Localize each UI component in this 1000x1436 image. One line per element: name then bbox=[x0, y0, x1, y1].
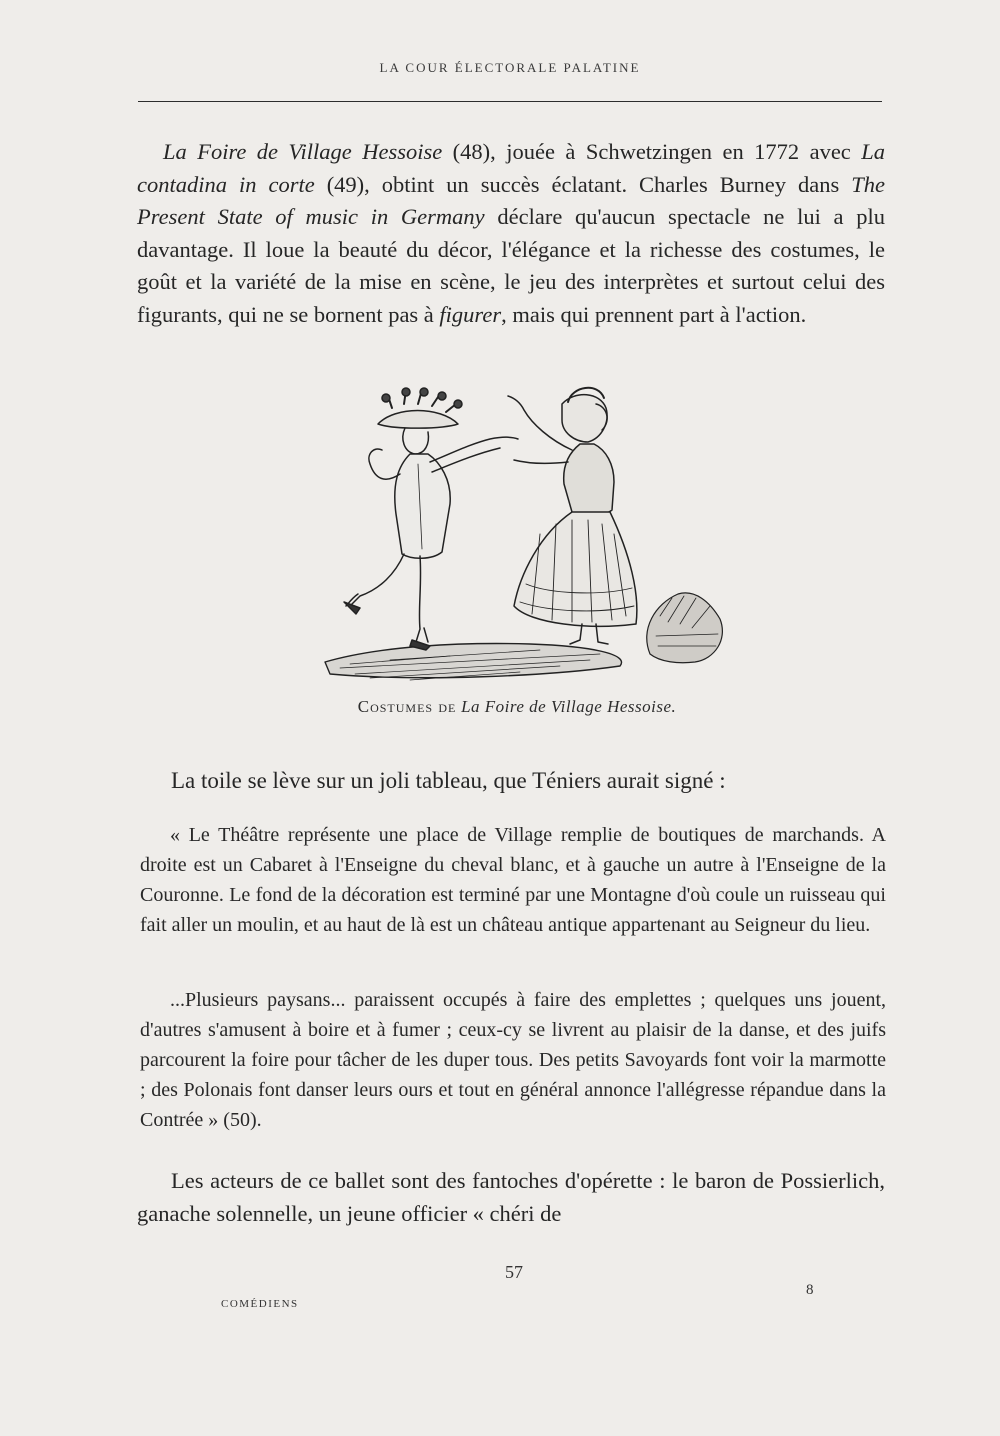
caption-title: La Foire de Village Hessoise. bbox=[461, 697, 677, 716]
paragraph-acteurs: Les acteurs de ce ballet sont des fantoches d'opérette : le baron de Possierlich, ganache solennelle, un jeune officier « chéri de bbox=[137, 1168, 885, 1226]
text-run: déclare qu'aucun spectacle ne lui a plu davantage. Il loue la beauté du décor, l'élégance et la richesse des costumes, le goût et la variété de la mise en scène, le jeu des interprètes et surtout celui des figurants, qui ne se bornent pas à bbox=[137, 204, 886, 327]
signature-number: 8 bbox=[806, 1282, 814, 1298]
text-run: , mais qui prennent part à l'action. bbox=[501, 301, 807, 327]
title-foire: La Foire de Village Hessoise bbox=[163, 139, 443, 164]
quote-paysans: ...Plusieurs paysans... paraissent occupés à faire des emplettes ; quelques uns jouent, d'autres s'amusent à boire et à fumer ; ceux-cy se livrent au plaisir de la danse, et des juifs parcourent la foire pour tâcher de les duper tous. Des petits Savoyards font voir la marmotte ; des Polonais font danser leurs ours et tout en général annonce l'allégresse répandue dans la Contrée » (50). bbox=[140, 989, 886, 1131]
quote-stage-description: « Le Théâtre représente une place de Village remplie de boutiques de marchands. A droite est un Cabaret à l'Enseigne du cheval blanc, et à gauche un autre à l'Enseigne de la Couronne. Le fond de la décoration est terminé par une Montagne d'où coule un ruisseau qui fait aller un moulin, et au haut de là est un château antique appartenant au Seigneur du lieu. bbox=[140, 824, 886, 936]
running-head: LA COUR ÉLECTORALE PALATINE bbox=[379, 60, 641, 75]
page-number: 57 bbox=[505, 1262, 523, 1282]
word-figurer: figurer bbox=[439, 301, 502, 327]
paragraph-intro bbox=[137, 136, 885, 331]
header-rule bbox=[138, 101, 882, 102]
signature-label: COMÉDIENS bbox=[221, 1298, 299, 1310]
text-run: (49), obtint un succès éclatant. Charles Burney dans bbox=[314, 171, 852, 197]
figure-caption bbox=[302, 697, 732, 717]
paragraph-tableau: La toile se lève sur un joli tableau, que Téniers aurait signé : bbox=[171, 768, 726, 793]
text-run: (48), jouée à Schwetzingen en 1772 avec bbox=[442, 139, 862, 164]
title-contadina: La contadina in corte bbox=[137, 139, 885, 197]
caption-prefix: Costumes de bbox=[357, 697, 457, 716]
engraving-illustration bbox=[300, 384, 740, 694]
title-burney: The Present State of music in Germany bbox=[137, 171, 885, 229]
